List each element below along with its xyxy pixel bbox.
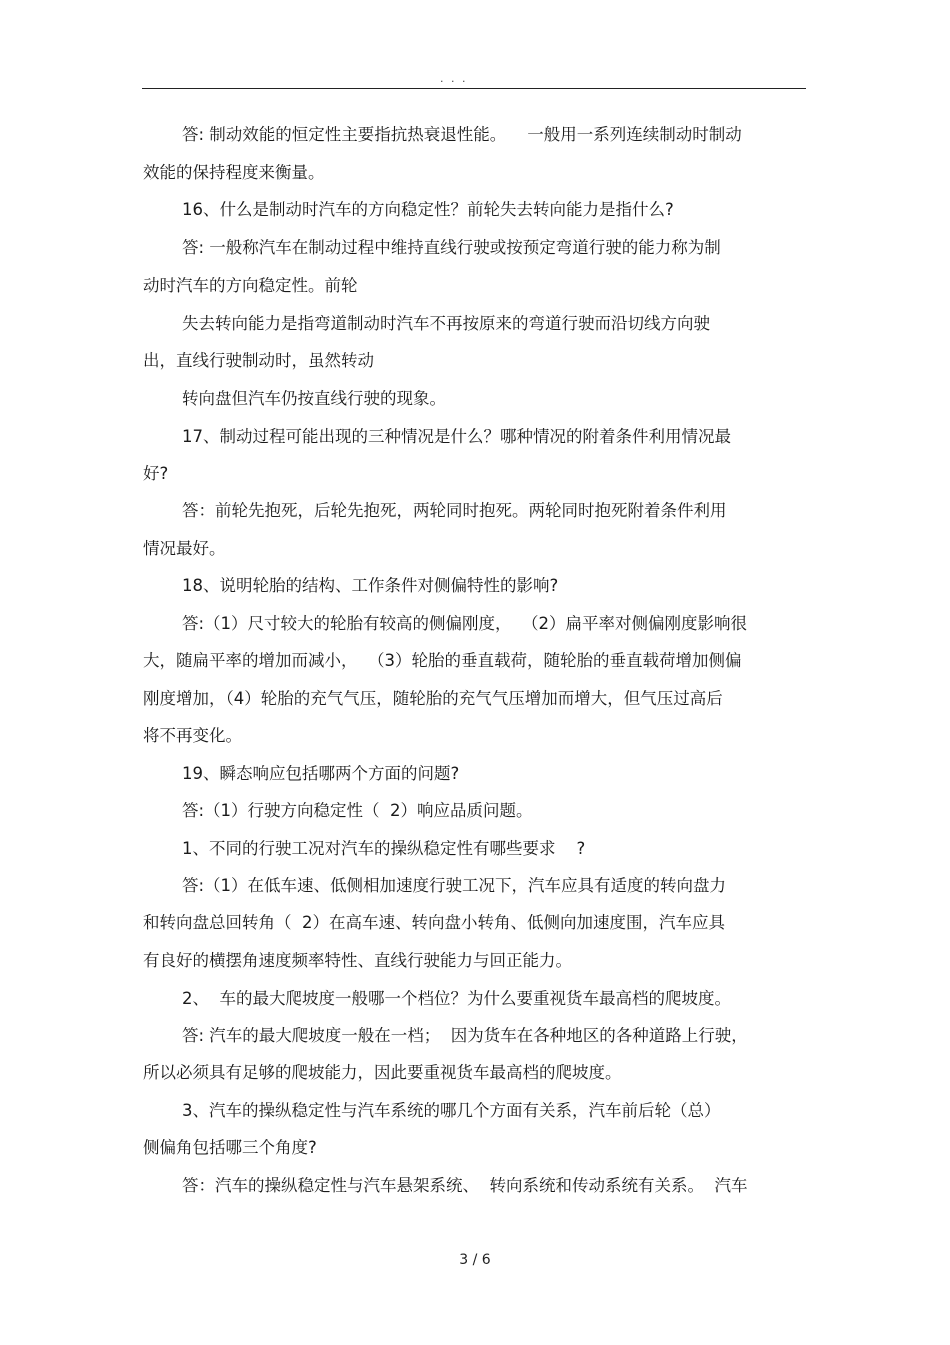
text-line: 刚度增加，（4）轮胎的充气气压，随轮胎的充气气压增加而增大，但气压过高后 [143, 689, 723, 708]
text-line: 答: 一般称汽车在制动过程中维持直线行驶或按预定弯道行驶的能力称为制 [182, 238, 721, 257]
text-line: 侧偏角包括哪三个角度? [143, 1138, 317, 1157]
text-line: 18、说明轮胎的结构、工作条件对侧偏特性的影响? [182, 576, 559, 595]
text-line: 1、不同的行驶工况对汽车的操纵稳定性有哪些要求 ? [182, 839, 586, 858]
text-line: 情况最好。 [143, 539, 226, 558]
text-line: 所以必须具有足够的爬坡能力，因此要重视货车最高档的爬坡度。 [143, 1063, 622, 1082]
text-line: 17、制动过程可能出现的三种情况是什么？哪种情况的附着条件利用情况最 [182, 427, 731, 446]
text-line: 动时汽车的方向稳定性。前轮 [143, 276, 358, 295]
text-line: 答:（1）行驶方向稳定性（ 2）响应品质问题。 [182, 801, 533, 820]
text-line: 大，随扁平率的增加而减小， （3）轮胎的垂直载荷，随轮胎的垂直载荷增加侧偏 [143, 651, 742, 670]
text-line: 失去转向能力是指弯道制动时汽车不再按原来的弯道行驶而沿切线方向驶 [182, 314, 710, 333]
text-line: 答:（1）尺寸较大的轮胎有较高的侧偏刚度， （2）扁平率对侧偏刚度影响很 [182, 614, 748, 633]
text-line: 答: 制动效能的恒定性主要指抗热衰退性能。 一般用一系列连续制动时制动 [182, 125, 742, 144]
header-marks: . . . [440, 72, 468, 85]
text-line: 答:（1）在低车速、低侧相加速度行驶工况下，汽车应具有适度的转向盘力 [182, 876, 727, 895]
header-rule [142, 88, 806, 89]
text-line: 答：汽车的操纵稳定性与汽车悬架系统、 转向系统和传动系统有关系。 汽车 [182, 1176, 748, 1195]
text-line: 答: 汽车的最大爬坡度一般在一档； 因为货车在各种地区的各种道路上行驶， [182, 1026, 748, 1045]
text-line: 效能的保持程度来衡量。 [143, 163, 325, 182]
text-line: 答：前轮先抱死，后轮先抱死，两轮同时抱死。两轮同时抱死附着条件利用 [182, 501, 727, 520]
text-line: 3、汽车的操纵稳定性与汽车系统的哪几个方面有关系，汽车前后轮（总） [182, 1101, 721, 1120]
text-line: 有良好的横摆角速度频率特性、直线行驶能力与回正能力。 [143, 951, 572, 970]
page-number: 3 / 6 [459, 1252, 491, 1268]
text-line: 转向盘但汽车仍按直线行驶的现象。 [182, 389, 446, 408]
text-line: 好? [143, 464, 169, 483]
text-line: 16、什么是制动时汽车的方向稳定性？前轮失去转向能力是指什么? [182, 200, 674, 219]
text-line: 19、瞬态响应包括哪两个方面的问题? [182, 764, 460, 783]
text-line: 出，直线行驶制动时，虽然转动 [143, 351, 374, 370]
text-line: 2、 车的最大爬坡度一般哪一个档位？为什么要重视货车最高档的爬坡度。 [182, 989, 731, 1008]
text-line: 和转向盘总回转角（ 2）在高车速、转向盘小转角、低侧向加速度围，汽车应具 [143, 913, 725, 932]
text-line: 将不再变化。 [143, 726, 242, 745]
